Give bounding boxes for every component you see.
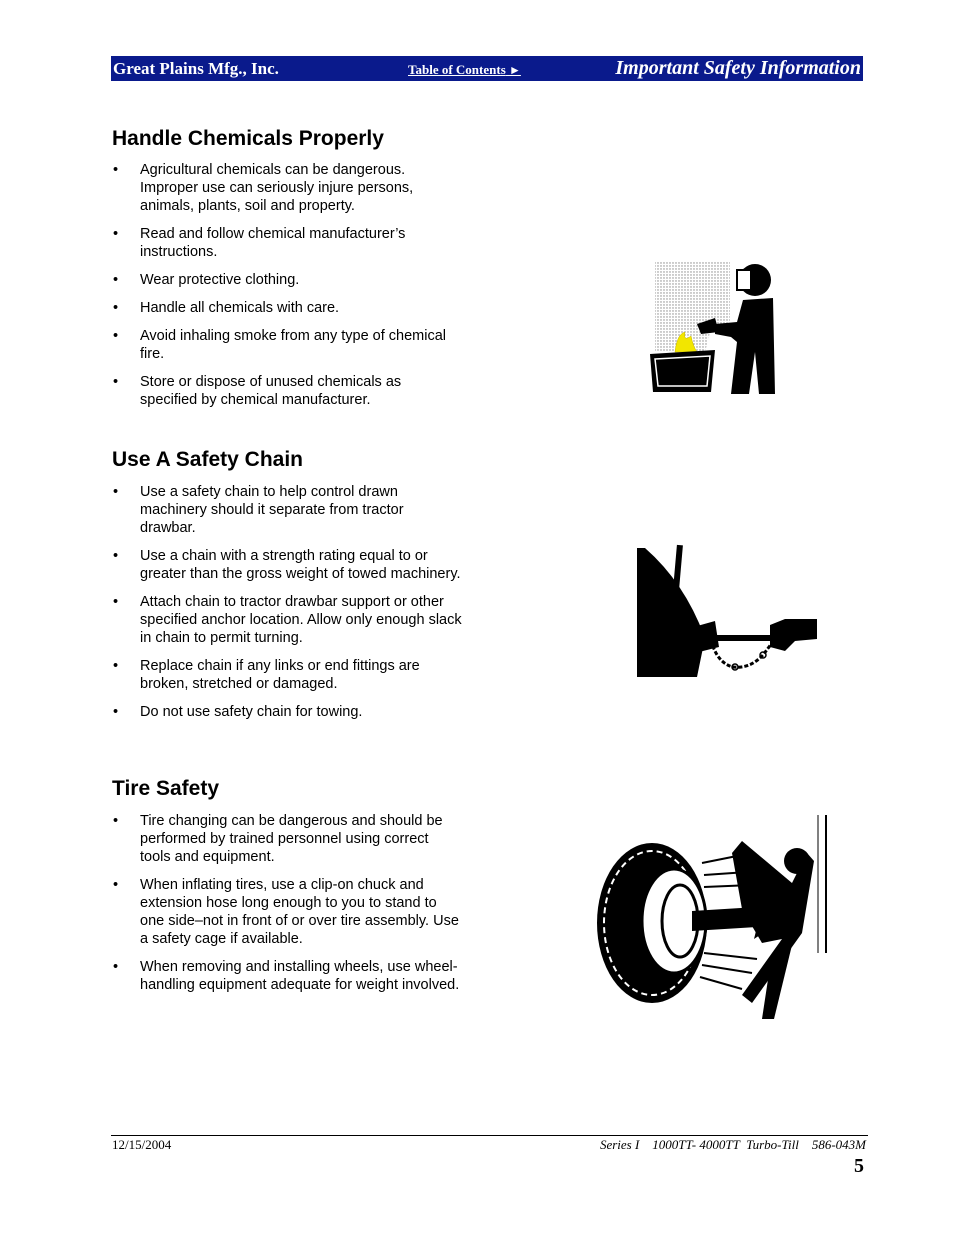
- list-item: • Read and follow chemical manufacturer’s instructions.: [113, 226, 406, 260]
- company-name: Great Plains Mfg., Inc.: [113, 59, 279, 78]
- list-item: • When inflating tires, use a clip-on chuck and extension hose long enough to you to stand to one side–not in front of or over tire assembly. Use a safety cage if available.: [113, 877, 459, 947]
- bullet-icon: •: [113, 300, 119, 316]
- footer-date: 12/15/2004: [112, 1137, 172, 1152]
- bullet-icon: •: [113, 594, 119, 610]
- smoke-cloud: [655, 262, 730, 352]
- bullet-icon: •: [113, 374, 119, 390]
- list-item: • Avoid inhaling smoke from any type of chemical fire.: [113, 328, 446, 362]
- chemicals-bullet-list: [112, 161, 462, 419]
- bullet-icon: •: [113, 162, 119, 178]
- tire-explosion-illustration: [592, 813, 832, 1023]
- section-heading-tire-safety: Tire Safety: [112, 777, 219, 800]
- safety-chain-hitch-illustration: [635, 543, 820, 681]
- header-bar: [111, 56, 863, 81]
- list-item: • Use a chain with a strength rating equal to or greater than the gross weight of towed machinery.: [113, 548, 461, 582]
- section-heading-safety-chain: Use A Safety Chain: [112, 448, 303, 471]
- list-item: • Do not use safety chain for towing.: [113, 704, 363, 720]
- bullet-icon: •: [113, 813, 119, 829]
- section-title: Important Safety Information: [615, 57, 861, 79]
- footer-rule: [111, 1135, 868, 1136]
- footer-series: Series I 1000TT- 4000TT Turbo-Till 586-043M: [599, 1137, 866, 1152]
- list-item: • Replace chain if any links or end fittings are broken, stretched or damaged.: [113, 658, 420, 692]
- list-item: • When removing and installing wheels, use wheel-handling equipment adequate for weight involved.: [113, 959, 460, 993]
- bullet-icon: •: [113, 877, 119, 893]
- bullet-icon: •: [113, 226, 119, 242]
- section-heading-chemicals: Handle Chemicals Properly: [112, 127, 384, 150]
- bullet-icon: •: [113, 658, 119, 674]
- page-number: 5: [854, 1155, 864, 1177]
- list-item: • Tire changing can be dangerous and should be performed by trained personnel using correct tools and equipment.: [113, 813, 443, 865]
- list-item: • Use a safety chain to help control drawn machinery should it separate from tractor drawbar.: [113, 484, 404, 536]
- implement-tongue-icon: [770, 619, 817, 651]
- toc-link-label[interactable]: Table of Contents: [408, 62, 506, 77]
- table-of-contents-link[interactable]: [408, 62, 521, 78]
- bullet-icon: •: [113, 959, 119, 975]
- bullet-icon: •: [113, 328, 119, 344]
- chemical-fire-person-illustration: [645, 262, 780, 397]
- list-item: • Handle all chemicals with care.: [113, 300, 340, 316]
- bullet-icon: •: [113, 272, 119, 288]
- list-item: • Attach chain to tractor drawbar support or other specified anchor location. Allow only enough slack in chain to permit turning.: [113, 594, 462, 646]
- list-item: • Store or dispose of unused chemicals as specified by chemical manufacturer.: [113, 374, 402, 408]
- list-item: • Wear protective clothing.: [113, 272, 300, 288]
- bullet-icon: •: [113, 484, 119, 500]
- safety-chain-bullet-list: [112, 483, 462, 731]
- right-arrow-icon: ►: [509, 63, 521, 77]
- bullet-icon: •: [113, 704, 119, 720]
- face-shield-icon: [737, 270, 751, 290]
- bullet-icon: •: [113, 548, 119, 564]
- tractor-tire-icon: [637, 548, 705, 677]
- tire-safety-bullet-list: [112, 812, 462, 1004]
- list-item: • Agricultural chemicals can be dangerous. Improper use can seriously injure persons, animals, plants, soil and property.: [113, 162, 414, 214]
